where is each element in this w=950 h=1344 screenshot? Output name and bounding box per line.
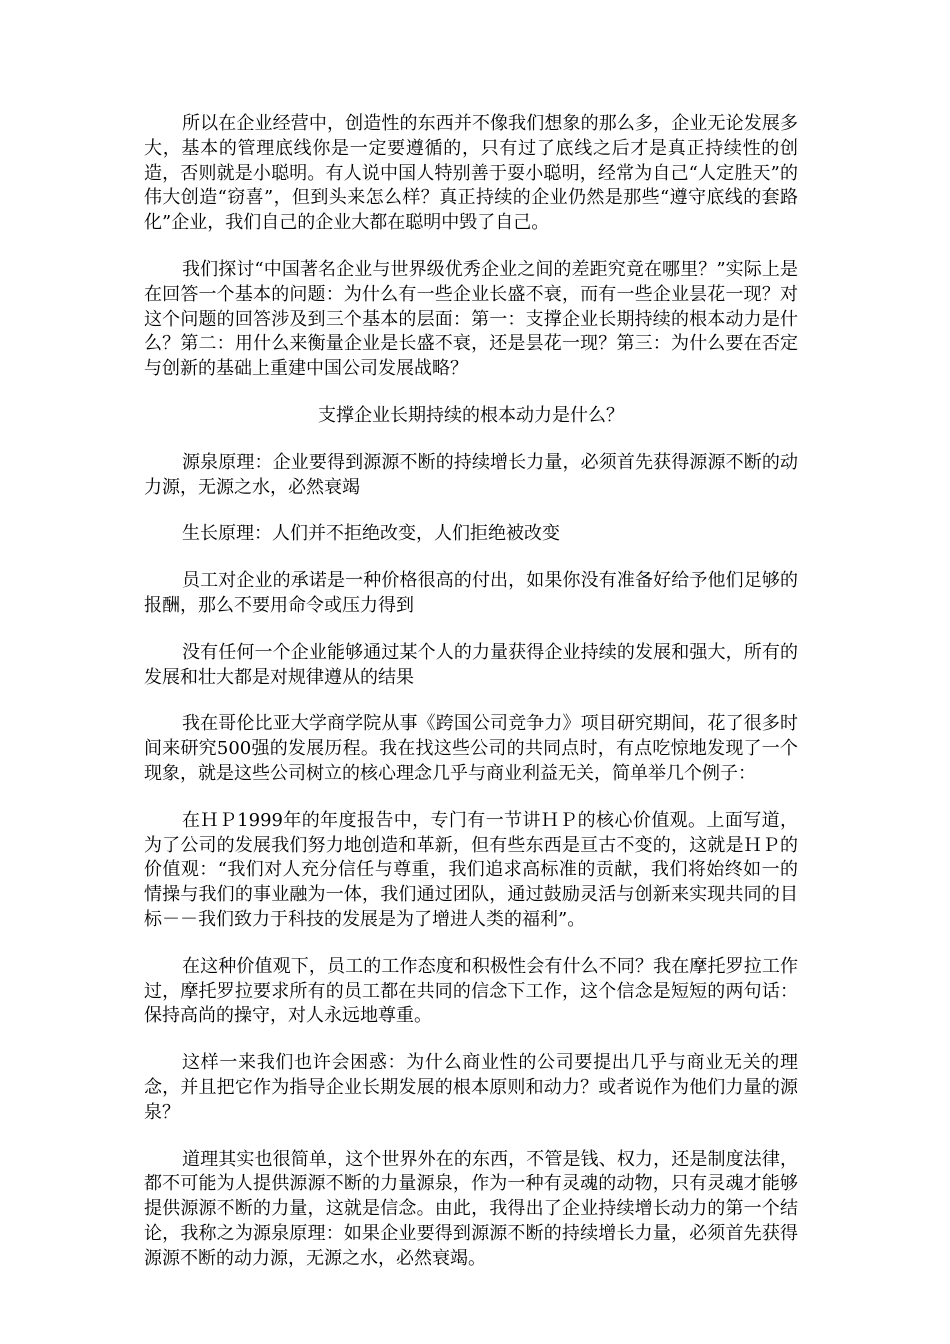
paragraph-law-compliance: 没有任何一个企业能够通过某个人的力量获得企业持续的发展和强大，所有的发展和壮大都是对规律遵从的结果: [144, 641, 798, 688]
paragraph-intro-1: 所以在企业经营中，创造性的东西并不像我们想象的那么多，企业无论发展多大，基本的管理底线你是一定要遵循的，只有过了底线之后才是真正持续性的创造，否则就是小聪明。有人说中国人特别善于耍小聪明，经常为自己“人定胜天”的伟大创造“窃喜”，但到头来怎么样？真正持续的企业仍然是那些“遵守底线的套路化”企业，我们自己的企业大都在聪明中毁了自己。: [144, 113, 798, 234]
paragraph-principle-growth: 生长原理：人们并不拒绝改变，人们拒绝被改变: [182, 523, 560, 545]
paragraph-conclusion: 道理其实也很简单，这个世界外在的东西，不管是钱、权力，还是制度法律，都不可能为人提供源源不断的力量源泉，作为一种有灵魂的动物，只有灵魂才能够提供源源不断的力量，这就是信念。由此，我得出了企业持续增长动力的第一个结论，我称之为源泉原理：如果企业要得到源源不断的持续增长力量，必须首先获得源源不断的动力源，无源之水，必然衰竭。: [144, 1148, 798, 1269]
paragraph-puzzle: 这样一来我们也许会困惑：为什么商业性的公司要提出几乎与商业无关的理念，并且把它作为指导企业长期发展的根本原则和动力？或者说作为他们力量的源泉？: [144, 1052, 798, 1123]
paragraph-motorola: 在这种价值观下，员工的工作态度和积极性会有什么不同？我在摩托罗拉工作过，摩托罗拉要求所有的员工都在共同的信念下工作，这个信念是短短的两句话：保持高尚的操守，对人永远地尊重。: [144, 955, 798, 1027]
section-heading: 支撑企业长期持续的根本动力是什么？: [318, 404, 624, 426]
paragraph-employee-commitment: 员工对企业的承诺是一种价格很高的付出，如果你没有准备好给予他们足够的报酬，那么不要用命令或压力得到: [144, 570, 798, 616]
paragraph-columbia-research: 我在哥伦比亚大学商学院从事《跨国公司竞争力》项目研究期间，花了很多时间来研究500强的发展历程。我在找这些公司的共同点时，有点吃惊地发现了一个现象，就是这些公司树立的核心理念几乎与商业利益无关，简单举几个例子：: [144, 713, 798, 784]
document-body: [144, 112, 798, 1293]
paragraph-hp-values: 在ＨＰ1999年的年度报告中，专门有一节讲ＨＰ的核心价值观。上面写道，为了公司的发展我们努力地创造和革新，但有些东西是亘古不变的，这就是ＨＰ的价值观：“我们对人充分信任与尊重，我们追求高标准的贡献，我们将始终如一的情操与我们的事业融为一体，我们通过团队，通过鼓励灵活与创新来实现共同的目标－－我们致力于科技的发展是为了增进人类的福利”。: [144, 809, 798, 930]
paragraph-principle-source: 源泉原理：企业要得到源源不断的持续增长力量，必须首先获得源源不断的动力源，无源之水，必然衰竭: [144, 451, 798, 498]
paragraph-intro-2: 我们探讨“中国著名企业与世界级优秀企业之间的差距究竟在哪里？”实际上是在回答一个基本的问题：为什么有一些企业长盛不衰，而有一些企业昙花一现？对这个问题的回答涉及到三个基本的层面：第一：支撑企业长期持续的根本动力是什么？第二：用什么来衡量企业是长盛不衰，还是昙花一现？第三：为什么要在否定与创新的基础上重建中国公司发展战略？: [144, 258, 798, 380]
